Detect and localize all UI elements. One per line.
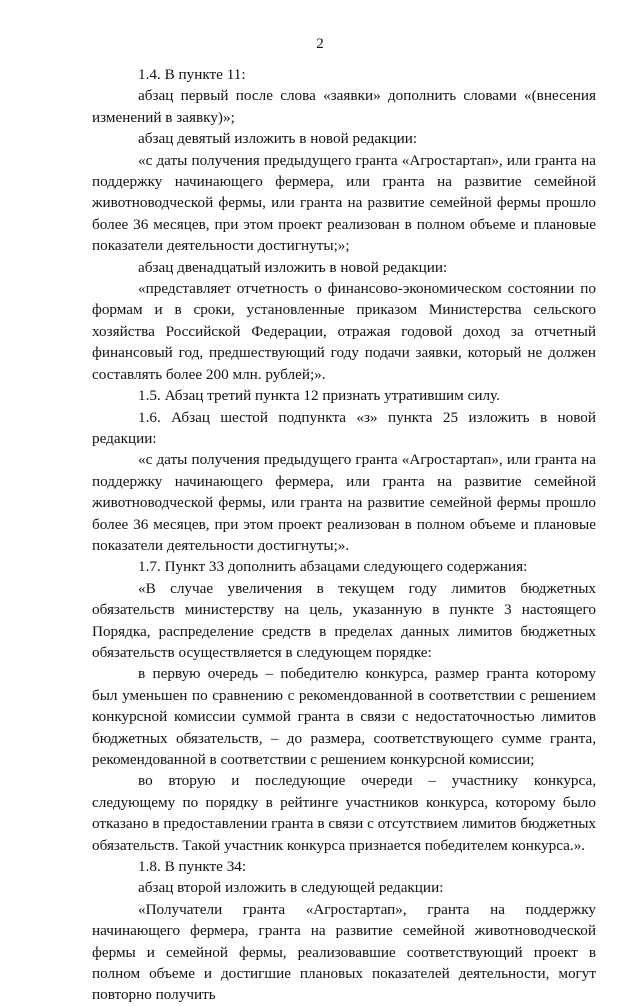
paragraph-amendment-twelfth-intro: абзац двенадцатый изложить в новой редакции: [138,258,448,276]
paragraph-item-1-4-heading: 1.4. В пункте 11: [138,66,246,83]
paragraph-quote-ninth: «с даты получения предыдущего гранта «Агростартап», или гранта на поддержку начинающего фермера, или гранта на развитие семейной животноводческой фермы, или гранта на развитие семейной фермы прошло более 36 месяцев, при этом проект реализован в полном объеме и плановые показатели деятельности достигнуты;»; [92,151,596,255]
paragraph-quote-twelfth: «представляет отчетность о финансово-экономическом состоянии по формам и в сроки, установленные приказом Министерства сельского хозяйства Российской Федерации, отражая годовой доход за отчетный финансовый год, предшествующий году подачи заявки, который не должен составлять более 200 млн. рублей;». [92,280,596,383]
paragraph-amendment-second-intro: абзац второй изложить в следующей редакции: [138,879,444,897]
paragraph-amendment-first: абзац первый после слова «заявки» дополнить словами «(внесения изменений в заявку)»; [92,87,596,126]
paragraph-item-1-6: 1.6. Абзац шестой подпункта «з» пункта 25 изложить в новой редакции: [92,408,596,447]
paragraph-item-1-8: 1.8. В пункте 34: [138,858,247,876]
page-number: 2 [316,36,324,52]
paragraph-subsequent-priority: во вторую и последующие очереди – участнику конкурса, следующему по порядку в рейтинге участников конкурса, которому было отказано в предоставлении гранта в связи с отсутствием лимитов бюджетных обязательств. Такой участник конкурса признается победителем конкурса.». [92,772,596,854]
paragraph-quote-limits: «В случае увеличения в текущем году лимитов бюджетных обязательств министерству на цель, указанную в пункте 3 настоящего Порядка, распределение средств в пределах данных лимитов бюджетных обязательств осуществляется в следующем порядке: [92,579,596,661]
paragraph-amendment-ninth-intro: абзац девятый изложить в новой редакции: [138,130,418,148]
paragraph-item-1-7: 1.7. Пункт 33 дополнить абзацами следующего содержания: [138,558,528,576]
paragraph-quote-item-25: «с даты получения предыдущего гранта «Агростартап», или гранта на поддержку начинающего фермера, или гранта на развитие семейной животноводческой фермы, или гранта на развитие семейной фермы прошло более 36 месяцев, при этом проект реализован в полном объеме и плановые показатели деятельности достигнуты;». [92,451,596,554]
document-body [92,64,596,1006]
paragraph-first-priority: в первую очередь – победителю конкурса, размер гранта которому был уменьшен по сравнению с рекомендованной в соответствии с решением конкурсной комиссии суммой гранта в связи с недостаточностью лимитов бюджетных обязательств, – до размера, соответствующего сумме гранта, рекомендованной в соответствии с решением конкурсной комиссии; [92,665,596,768]
paragraph-quote-recipients: «Получатели гранта «Агростартап», гранта на поддержку начинающего фермера, гранта на развитие семейной животноводческой фермы и семейной фермы, реализовавшие соответствующий проект в полном объеме и достигшие плановых показателей деятельности, могут повторно получить [92,900,596,1004]
paragraph-item-1-5: 1.5. Абзац третий пункта 12 признать утратившим силу. [138,387,500,405]
